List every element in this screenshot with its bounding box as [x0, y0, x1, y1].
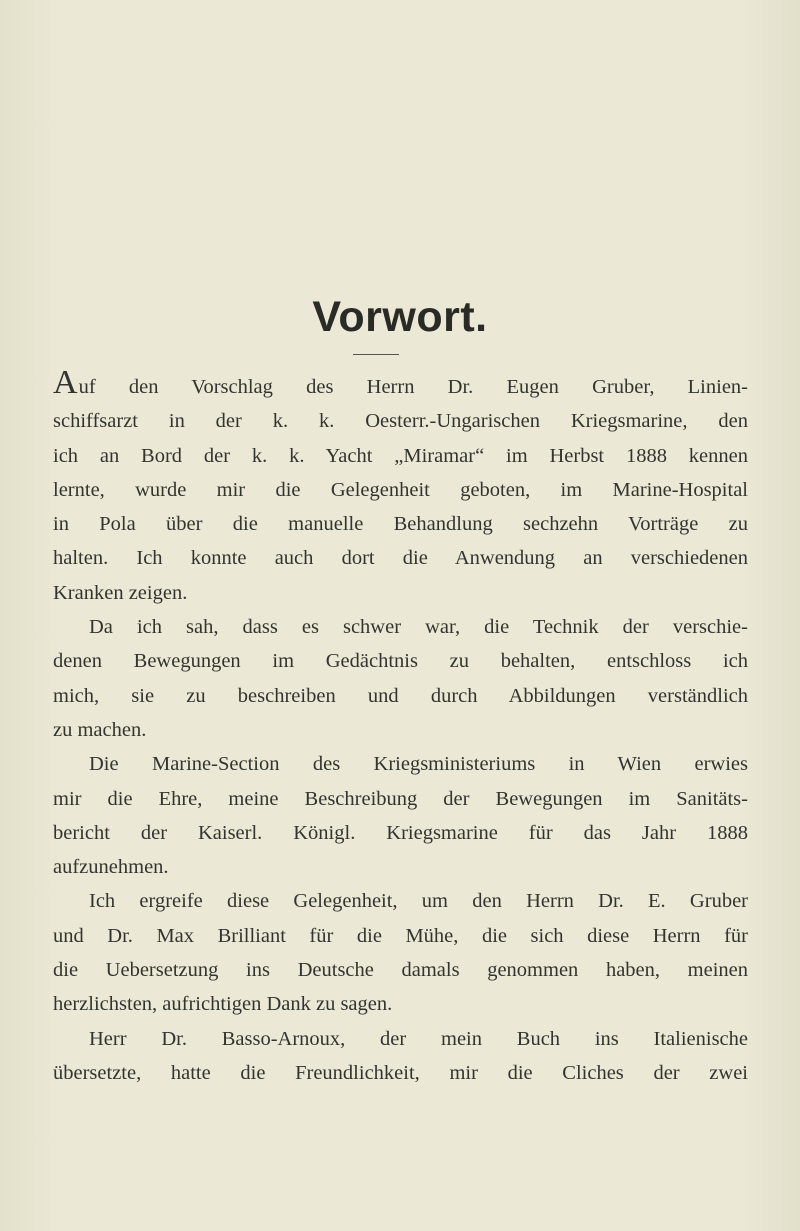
paragraph-1: [53, 364, 748, 610]
paragraph-3: [53, 747, 748, 884]
text-line: mir die Ehre, meine Beschreibung der Bewegungen im Sanitäts-: [53, 787, 748, 810]
text-line: Ich ergreife diese Gelegenheit, um den Herrn Dr. E. Gruber: [89, 890, 748, 913]
text-line: und Dr. Max Brilliant für die Mühe, die sich diese Herrn für: [53, 924, 748, 947]
text-line: denen Bewegungen im Gedächtnis zu behalten, entschloss ich: [53, 650, 748, 673]
title-rule: [353, 354, 399, 355]
text-line: aufzunehmen.: [53, 856, 169, 879]
text-line: ich an Bord der k. k. Yacht „Miramar“ im Herbst 1888 kennen: [53, 444, 748, 467]
text-line: lernte, wurde mir die Gelegenheit geboten, im Marine-Hospital: [53, 478, 748, 501]
text-line: Die Marine-Section des Kriegsministeriums in Wien erwies: [89, 753, 748, 776]
page-title: Vorwort.: [312, 293, 488, 341]
text-line: Auf den Vorschlag des Herrn Dr. Eugen Gruber, Linien-: [53, 364, 748, 401]
text-line: mich, sie zu beschreiben und durch Abbildungen verständlich: [53, 684, 748, 707]
paragraph-5: [53, 1022, 748, 1091]
preface-text: [53, 364, 748, 1090]
drop-cap: A: [53, 364, 78, 401]
text-line: halten. Ich konnte auch dort die Anwendung an verschiedenen: [53, 547, 748, 570]
text-line: zu machen.: [53, 718, 147, 741]
text-line: Da ich sah, dass es schwer war, die Technik der verschie-: [89, 616, 748, 639]
text-line: übersetzte, hatte die Freundlichkeit, mir die Cliches der zwei: [53, 1061, 748, 1084]
paragraph-4: [53, 884, 748, 1021]
text-line: herzlichsten, aufrichtigen Dank zu sagen.: [53, 993, 393, 1016]
text-line: in Pola über die manuelle Behandlung sechzehn Vorträge zu: [53, 513, 748, 536]
text-line: Herr Dr. Basso-Arnoux, der mein Buch ins Italienische: [89, 1027, 748, 1050]
text-line: bericht der Kaiserl. Königl. Kriegsmarine für das Jahr 1888: [53, 821, 748, 844]
text-line: schiffsarzt in der k. k. Oesterr.-Ungarischen Kriegsmarine, den: [53, 410, 748, 433]
text-line: Kranken zeigen.: [53, 581, 188, 604]
text-line: die Uebersetzung ins Deutsche damals genommen haben, meinen: [53, 959, 748, 982]
paragraph-2: [53, 610, 748, 747]
